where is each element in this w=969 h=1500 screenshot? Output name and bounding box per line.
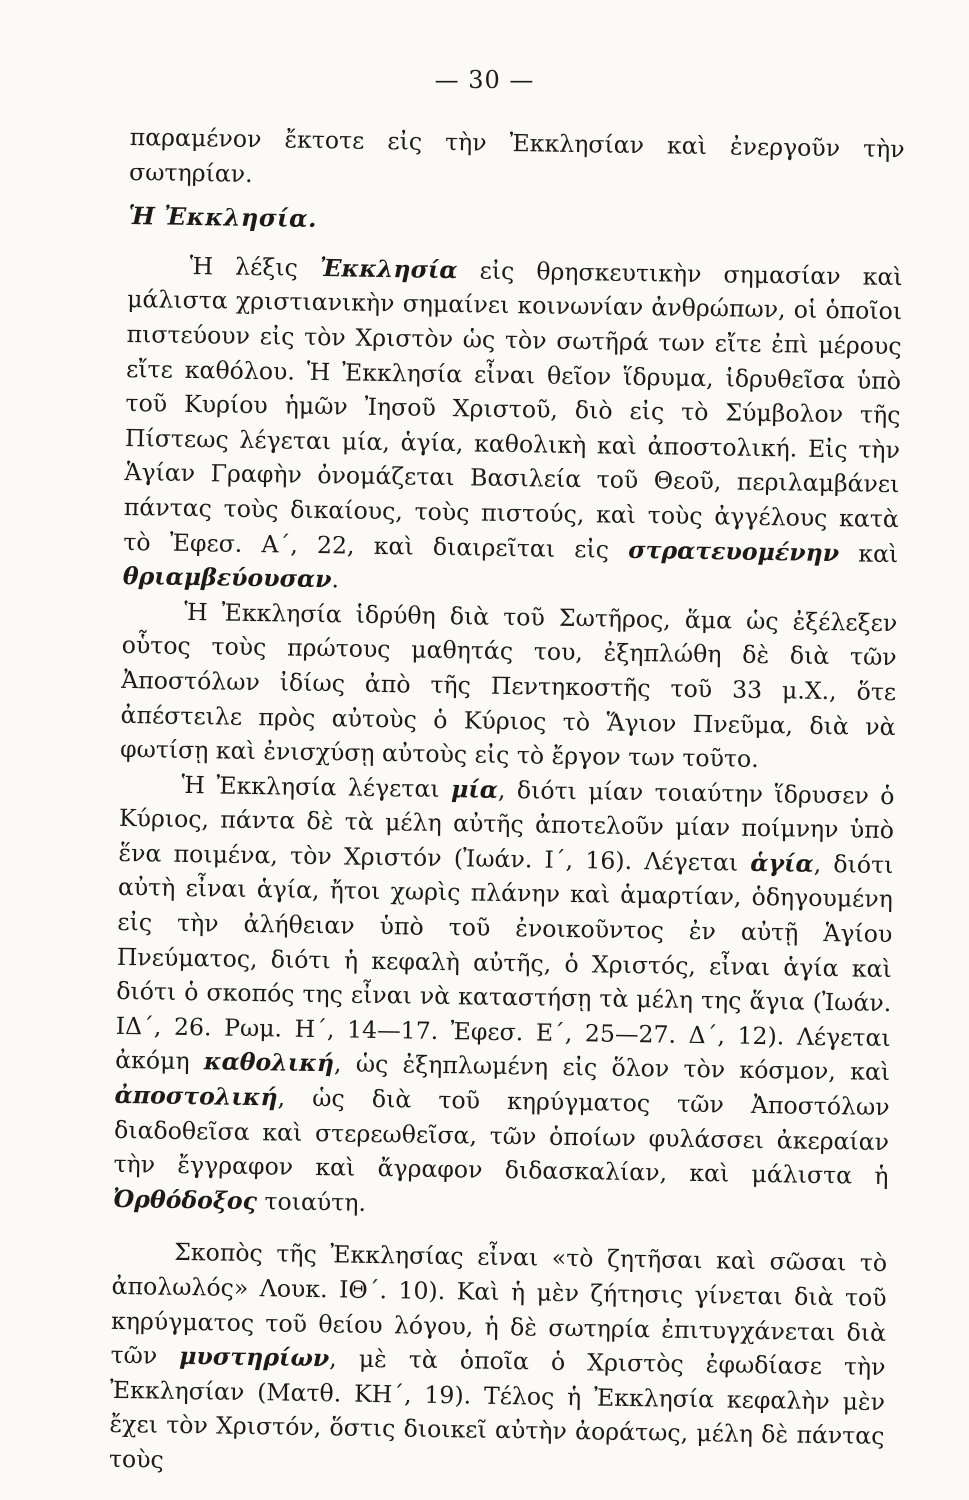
emphasis-term: καθολική xyxy=(203,1047,335,1078)
emphasis-term: θριαμβεύουσαν xyxy=(122,562,332,594)
emphasis-term: στρατευομένην xyxy=(627,535,840,567)
text-run: εἰς θρησκευτικὴν σημασίαν καὶ μάλιστα χριστιανικὴν σημαίνει κοινωνίαν ἀνθρώπων, οἱ ὁποῖοι πιστεύουν εἰς τὸν Χριστὸν ὡς τὸν σωτῆρά των εἴτε ἐπὶ μέρους εἴτε καθόλου. Ἡ Ἐκκλησία εἶναι θεῖον ἵδρυμα, ἱδρυθεῖσα ὑπὸ τοῦ Κυρίου ἡμῶν Ἰησοῦ Χριστοῦ, διὸ εἰς τὸ Σύμβολον τῆς Πίστεως λέγεται μία, ἁγία, καθολικὴ καὶ ἀποστολική. Εἰς τὴν Ἁγίαν Γραφὴν ὀνομάζεται Βασιλεία τοῦ Θεοῦ, περιλαμβάνει πάντας τοὺς δικαίους, τοὺς πιστούς, καὶ τοὺς ἀγγέλους κατὰ τὸ Ἐφεσ. Α΄, 22, καὶ διαιρεῖται εἰς xyxy=(123,255,903,564)
paragraph-founding: Ἡ Ἐκκλησία ἱδρύθη διὰ τοῦ Σωτῆρος, ἅμα ὡς ἐξέλεξεν οὗτος τοὺς πρώτους μαθητάς του, ἐξηπλώθη δὲ διὰ τῶν Ἀποστόλων ἰδίως ἀπὸ τῆς Πεντηκοστῆς τοῦ 33 μ.Χ., ὅτε ἀπέστειλε πρὸς αὐτοὺς ὁ Κύριος τὸ Ἅγιον Πνεῦμα, διὰ νὰ φωτίσῃ καὶ ἐνισχύσῃ αὐτοὺς εἰς τὸ ἔργον των τοῦτο. xyxy=(119,597,898,774)
text-run: . xyxy=(331,565,340,594)
section-heading: Ἡ Ἐκκλησία. xyxy=(128,201,318,234)
emphasis-term: ἀποστολική xyxy=(114,1080,278,1112)
text-run: Ἡ λέξις xyxy=(189,251,321,282)
paragraph-attributes xyxy=(113,767,895,1229)
text-run: , μὲ τὰ ὁποῖα ὁ Χριστὸς ἐφωδίασε τὴν Ἐκκλησίαν (Ματθ. ΚΗ΄, 19). Τέλος ἡ Ἐκκλησία κεφαλὴν μὲν ἔχει τὸν Χριστόν, ὅστις διοικεῖ αὐτὴν ἀοράτως, μέλη δὲ πάντας τοὺς xyxy=(108,1344,886,1474)
emphasis-term: Ὀρθόδοξος xyxy=(112,1184,258,1215)
text-run: Ἡ Ἐκκλησία λέγεται xyxy=(181,770,452,803)
text-run: , διότι μίαν τοιαύτην ἵδρυσεν ὁ Κύριος, πάντα δὲ τὰ μέλη αὐτῆς ἀποτελοῦν μίαν ποίμνην ὑπὸ ἕνα ποιμένα, τὸν Χριστόν (Ἰωάν. Ι΄, 16). Λέγεται xyxy=(118,775,895,877)
text-run: τοιαύτη. xyxy=(256,1186,367,1217)
text-run: , ὡς διὰ τοῦ κηρύγματος τῶν Ἀποστόλων διαδοθεῖσα καὶ στερεωθεῖσα, τῶν ὁποίων φυλάσσει ἀκεραίαν τὴν ἔγγραφον καὶ ἄγραφον διδασκαλίαν, καὶ μάλιστα ἡ xyxy=(113,1083,890,1191)
text-run: , ὡς ἐξηπλωμένη εἰς ὅλον τὸν κόσμον, καὶ xyxy=(333,1049,891,1087)
paragraph-purpose xyxy=(109,1234,888,1488)
emphasis-term: ἁγία xyxy=(750,848,814,878)
paragraph-definition xyxy=(123,248,903,606)
text-run: καὶ xyxy=(838,538,899,568)
emphasis-term: μυστηρίων xyxy=(179,1342,330,1373)
text-run: Σκοπὸς τῆς Ἐκκλησίας εἶναι «τὸ ζητῆσαι καὶ σῶσαι τὸ ἀπολωλός» Λουκ. ΙΘ΄. 10). Καὶ ἡ μὲν ζήτησις γίνεται διὰ τοῦ κηρύγματος τοῦ θείου λόγου, ἡ δὲ σωτηρία ἐπιτυγχάνεται διὰ τῶν xyxy=(110,1238,888,1371)
body-text xyxy=(109,120,905,1489)
text-run: , διότι αὐτὴ εἶναι ἁγία, ἤτοι χωρὶς πλάνην καὶ ἁμαρτίαν, ὁδηγουμένη εἰς τὴν ἀλήθειαν ὑπὸ τοῦ ἐνοικοῦντος ἐν αὐτῇ Ἁγίου Πνεύματος, διότι ἡ κεφαλὴ αὐτῆς, ὁ Χριστός, εἶναι ἁγία καὶ διότι ὁ σκοπός της εἶναι νὰ καταστήσῃ τὰ μέλη της ἅγια (Ἰωάν. ΙΔ΄, 26. Ρωμ. Η΄, 14—17. Ἐφεσ. Ε΄, 25—27. Δ΄, 12). Λέγεται ἀκόμη xyxy=(115,849,894,1076)
emphasis-term: μία xyxy=(450,774,499,804)
page-number: — 30 — xyxy=(434,66,535,94)
emphasis-term: Ἐκκλησία xyxy=(319,253,458,284)
intro-paragraph: παραμένον ἔκτοτε εἰς τὴν Ἐκκλησίαν καὶ ἐνεργοῦν τὴν σωτηρίαν. xyxy=(128,122,905,188)
